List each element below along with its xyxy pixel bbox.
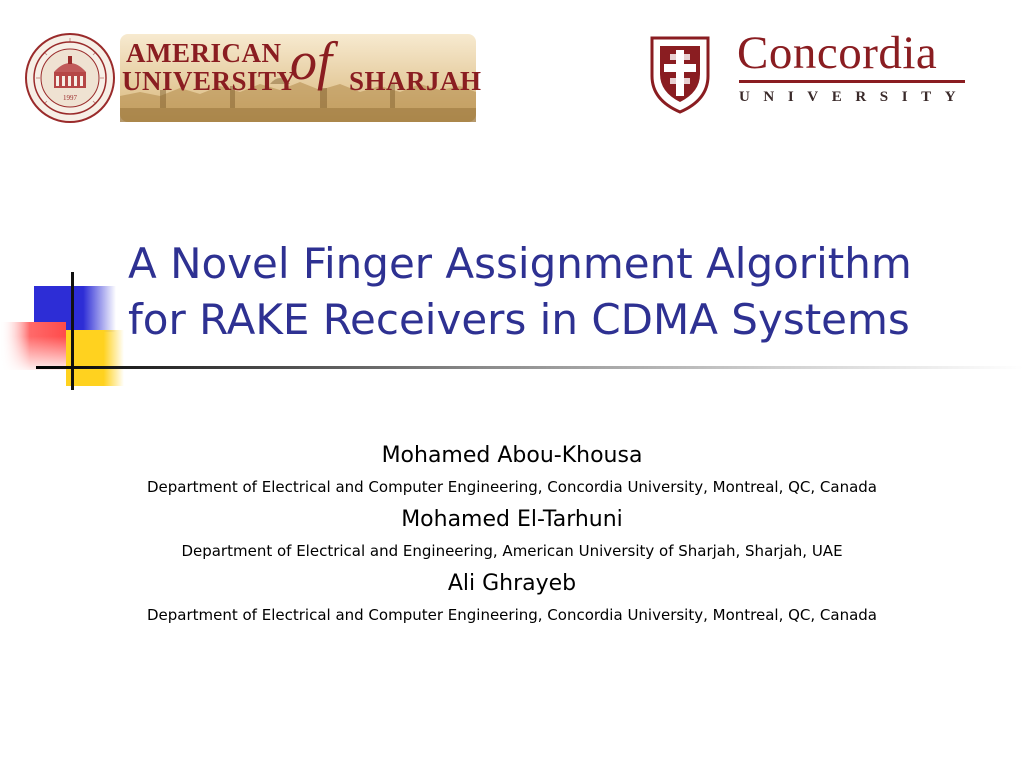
aus-word-sharjah: SHARJAH: [349, 66, 482, 96]
title-line-1: A Novel Finger Assignment Algorithm: [128, 239, 912, 288]
aus-word-american: AMERICAN: [126, 38, 282, 68]
author-name: Mohamed El-Tarhuni: [401, 507, 623, 532]
author-name: Ali Ghrayeb: [447, 571, 577, 596]
slide-title: [128, 236, 1008, 348]
concordia-name: Concordia: [737, 27, 938, 79]
concordia-shield-icon: [648, 34, 712, 114]
concordia-rule: [739, 80, 965, 83]
author-block: [0, 438, 1024, 500]
author-block: [0, 566, 1024, 628]
title-divider: [36, 366, 1024, 369]
decorative-squares: [0, 270, 140, 400]
author-block: [0, 502, 1024, 564]
author-affiliation: Department of Electrical and Computer Engineering, Concordia University, Montreal, QC, Canada: [146, 606, 878, 624]
author-name: Mohamed Abou-Khousa: [381, 443, 643, 468]
author-affiliation: Department of Electrical and Engineering, American University of Sharjah, Sharjah, UAE: [181, 542, 843, 560]
title-line-2: for RAKE Receivers in CDMA Systems: [128, 295, 910, 344]
aus-seal-year: 1997: [63, 94, 77, 102]
aus-seal-icon: [24, 32, 116, 124]
aus-word-of: of: [290, 31, 333, 91]
concordia-subtitle: UNIVERSITY: [739, 89, 970, 105]
author-affiliation: Department of Electrical and Computer Engineering, Concordia University, Montreal, QC, Canada: [146, 478, 878, 496]
deco-vertical-line: [71, 272, 74, 390]
aus-word-university: UNIVERSITY: [122, 66, 297, 96]
author-list: [0, 438, 1024, 630]
aus-logo: [24, 30, 482, 125]
deco-yellow-square: [66, 330, 124, 386]
